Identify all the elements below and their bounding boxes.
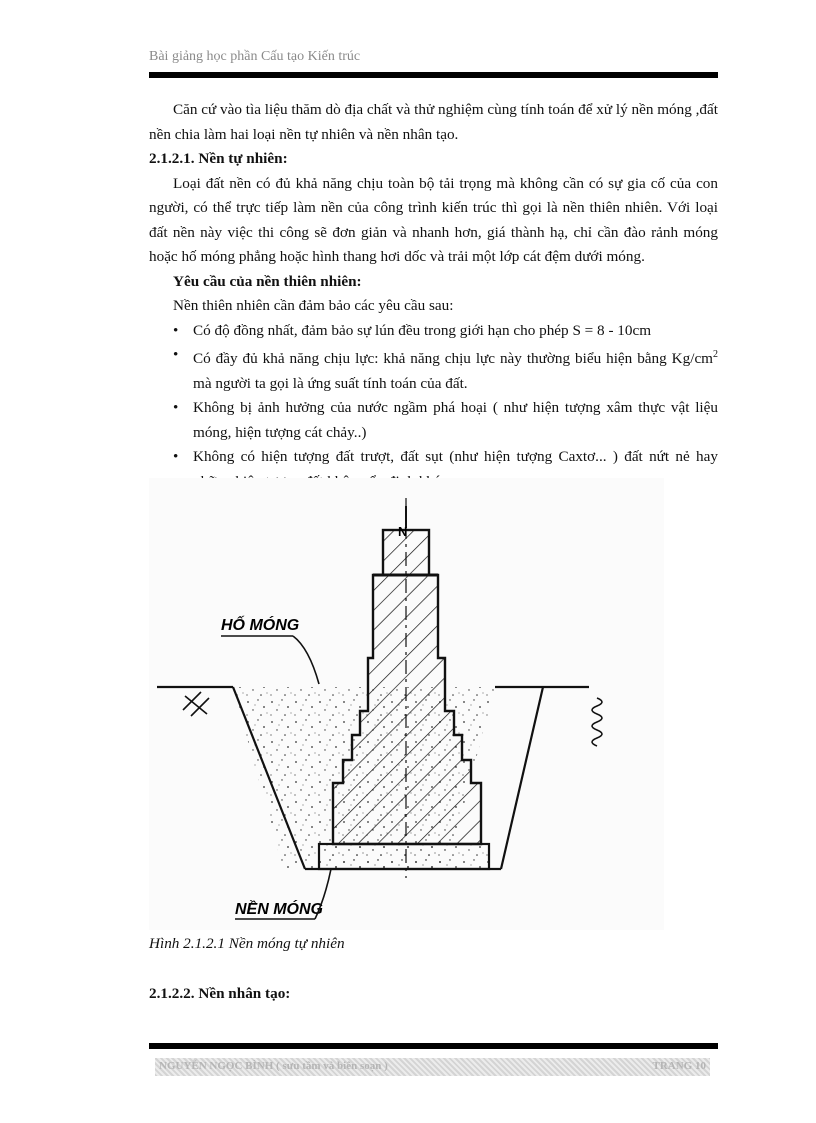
footer-rule [149, 1043, 718, 1049]
figure-caption: Hình 2.1.2.1 Nền móng tự nhiên [149, 935, 345, 952]
load-label: N [398, 524, 408, 539]
header-rule [149, 72, 718, 78]
base-label: NỀN MÓNG [235, 901, 323, 918]
footer-author: NGUYỄN NGỌC BÌNH ( sưu tầm và biên soạn ) [159, 1060, 388, 1072]
requirements-list [149, 319, 718, 495]
list-item: • Có đầy đủ khả năng chịu lực: khả năng chịu lực này thường biểu hiện bằng $Kg/cm^2$ mà người ta gọi là ứng suất tính toán của đất. [149, 343, 718, 396]
unit-exponent: 2 [713, 349, 718, 360]
bullet-icon: • [173, 399, 179, 417]
pit-label: HỐ MÓNG [221, 617, 300, 634]
list-item: • Không có hiện tượng đất trượt, đất sụt (như hiện tượng Caxtơ... ) đất nứt nẻ hay [149, 445, 718, 494]
section-heading-natural: 2.1.2.1. Nền tự nhiên: [149, 150, 288, 167]
requirements-lead: Nền thiên nhiên cần đảm bảo các yêu cầu sau: [173, 297, 454, 314]
bullet-icon: • [173, 448, 179, 466]
bullet-icon: • [173, 346, 179, 363]
intro-paragraph: Căn cứ vào tìa liệu thăm dò địa chất và thử nghiệm cùng tính toán để xử lý nền móng ,đất nền chia làm hai loại nền tự nhiên và nền nhân tạo. [149, 101, 718, 143]
list-item: • Có độ đồng nhất, đảm bảo sự lún đều trong giới hạn cho phép S = 8 - 10cm [149, 319, 718, 344]
foundation-figure [149, 478, 664, 930]
page-number: TRANG 10 [652, 1060, 706, 1072]
section-heading-artificial: 2.1.2.2. Nền nhân tạo: [149, 985, 291, 1002]
base-pad [319, 844, 489, 869]
bullet-icon: • [173, 321, 179, 339]
requirements-subheading: Yêu cầu của nền thiên nhiên: [173, 272, 362, 290]
natural-foundation-paragraph: Loại đất nền có đủ khả năng chịu toàn bộ tải trọng mà không cần có sự gia cố của con người, có thể trực tiếp làm nền của công trình kiến trúc thì gọi là nền thiên nhiên. Với loại đất nền này việc thi công sẽ đơn giản và nhanh hơn, giá thành hạ, chỉ cần đào rảnh móng hoặc hố móng phẳng hoặc hình thang hơi dốc và trải một lớp cát đệm dưới móng. [149, 174, 718, 265]
unit-text: Kg/cm [671, 350, 713, 368]
list-item: • Không bị ảnh hưởng của nước ngầm phá hoại ( như hiện tượng xâm thực vật liệu móng, hiện tượng cát chảy..) [149, 396, 718, 445]
page-header: Bài giảng học phần Cấu tạo Kiến trúc [149, 49, 361, 64]
page-footer [155, 1058, 710, 1076]
page-content [149, 98, 718, 494]
